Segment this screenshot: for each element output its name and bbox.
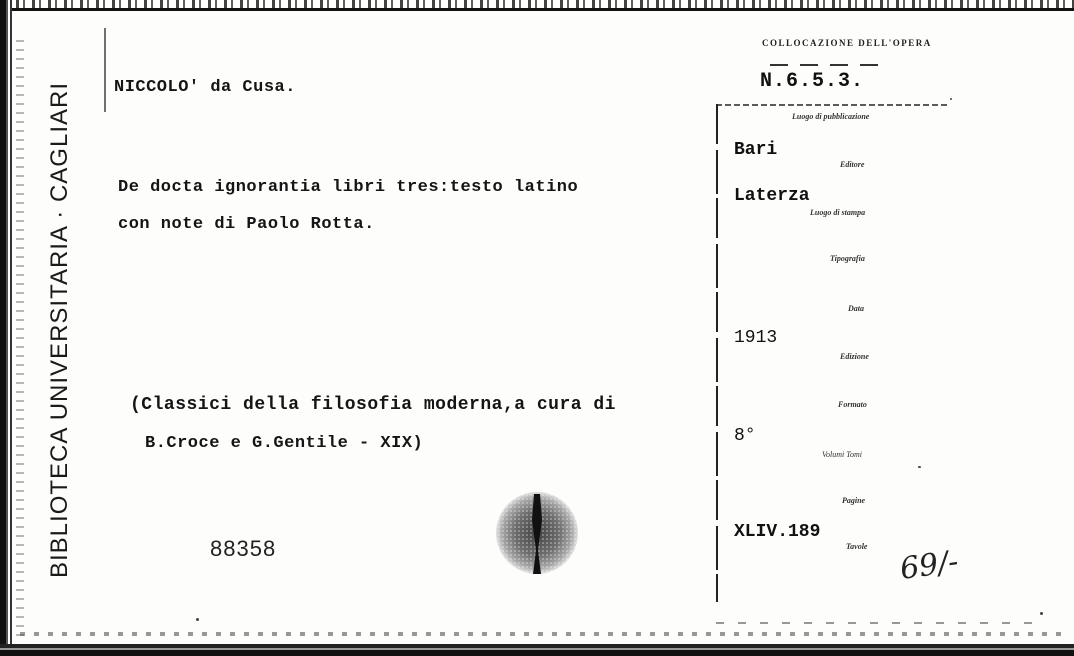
tipografia-label: Tipografia	[830, 254, 865, 263]
details-box-left	[716, 104, 718, 602]
margin-line	[104, 28, 106, 148]
data-value: 1913	[734, 328, 778, 348]
luogo-stampa-label: Luogo di stampa	[810, 208, 866, 217]
details-box-bottom	[716, 622, 1046, 624]
title-line-2: con note di Paolo Rotta.	[118, 215, 375, 234]
pagine-value: XLIV.189	[734, 522, 821, 542]
scan-edge-top-line	[0, 8, 1074, 11]
luogo-label: Luogo di pubblicazione	[792, 112, 870, 121]
luogo-value: Bari	[734, 140, 778, 160]
edizione-label: Edizione	[840, 352, 869, 361]
pagine-label: Pagine	[842, 496, 866, 505]
volumi-label: Volumi Tomi	[822, 450, 862, 459]
series-line-2: B.Croce e G.Gentile - XIX)	[145, 434, 424, 453]
editore-value: Laterza	[734, 186, 810, 206]
scan-speck	[918, 466, 921, 468]
tavole-label: Tavole	[846, 542, 868, 551]
scan-edge-left-dots	[16, 40, 24, 640]
editore-label: Editore	[840, 160, 865, 169]
inventory-number: 88358	[210, 536, 277, 561]
formato-value: 8°	[734, 426, 756, 446]
details-box-top	[716, 104, 948, 106]
collocazione-overline	[770, 64, 880, 66]
scan-edge-bottom-dash	[20, 632, 1070, 636]
scan-speck	[1040, 612, 1043, 615]
title-line-1: De docta ignorantia libri tres:testo latino	[118, 178, 579, 197]
scan-edge-bottom	[0, 642, 1074, 656]
library-stamp: BIBLIOTECA UNIVERSITARIA · CAGLIARI	[46, 81, 73, 578]
author-heading: NICCOLO' da Cusa.	[114, 78, 296, 97]
library-seal-icon	[494, 490, 580, 576]
handwritten-note: 69/-	[897, 544, 961, 587]
collocazione-value: N.6.5.3.	[760, 70, 865, 93]
data-label: Data	[848, 304, 864, 313]
series-line-1: (Classici della filosofia moderna,a cura di	[130, 395, 616, 415]
formato-label: Formato	[838, 400, 867, 409]
scan-edge-left	[0, 0, 14, 656]
scan-speck	[950, 98, 952, 100]
scan-speck	[196, 618, 199, 621]
collocazione-heading: COLLOCAZIONE DELL'OPERA	[762, 38, 932, 48]
